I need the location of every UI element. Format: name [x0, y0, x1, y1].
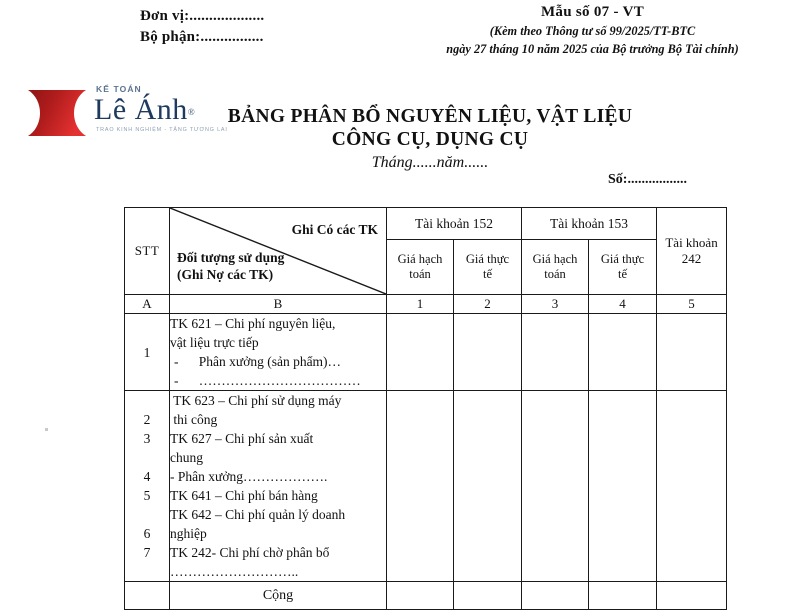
header-debit-accounts [177, 249, 284, 283]
row7-line1: TK 242- Chi phí chờ phân bổ [170, 545, 330, 560]
logo-bowtie-icon [26, 88, 88, 138]
row1-stt: 1 [125, 314, 170, 391]
scan-artifact-dot [45, 428, 48, 431]
allocation-table-wrapper [124, 207, 726, 610]
col-index-4: 4 [589, 295, 657, 314]
col-index-a: A [125, 295, 170, 314]
document-number-label: Số:................. [608, 172, 687, 187]
rows2to7-tk242[interactable] [657, 391, 727, 582]
registered-mark-icon: ® [187, 107, 196, 117]
stt-2: 2 [143, 412, 151, 427]
header-stt: STT [125, 208, 170, 295]
header-tk152-planned-line1: Giá hạch [397, 252, 443, 266]
row7-line2: ……………………….. [170, 564, 299, 579]
total-tk152-actual[interactable] [454, 582, 522, 610]
form-reference-block [400, 4, 785, 57]
total-tk152-planned[interactable] [387, 582, 454, 610]
total-label: Cộng [170, 582, 387, 610]
row3-line2: chung [170, 450, 203, 465]
col-index-2: 2 [454, 295, 522, 314]
header-group-tk242 [657, 208, 727, 295]
header-tk152-planned-price [387, 240, 454, 295]
logo-wordmark [94, 84, 228, 133]
row4-line1: - Phân xưởng………………. [170, 469, 328, 484]
col-index-3: 3 [522, 295, 589, 314]
rows2to7-tk153-planned[interactable] [522, 391, 589, 582]
total-tk242[interactable] [657, 582, 727, 610]
unit-label: Đơn vị:................... [140, 8, 265, 24]
header-tk153-actual-line1: Giá thực [600, 252, 645, 266]
stt-7: 7 [143, 545, 151, 560]
company-logo [26, 84, 228, 142]
period-label: Tháng......năm...... [371, 154, 489, 171]
header-tk153-planned-line1: Giá hạch [532, 252, 578, 266]
header-tk153-actual-price [589, 240, 657, 295]
form-circular-line2: ngày 27 tháng 10 năm 2025 của Bộ trưởng Bộ Tài chính) [446, 42, 739, 56]
table-header-row-groups [125, 208, 727, 240]
logo-name: Lê Ánh [94, 93, 188, 126]
stt-5: 5 [143, 488, 151, 503]
logo-tagline: TRAO KINH NGHIỆM - TẶNG TƯƠNG LAI [96, 127, 228, 133]
table-total-row [125, 582, 727, 610]
total-tk153-planned[interactable] [522, 582, 589, 610]
allocation-table [124, 207, 727, 610]
table-row [125, 314, 727, 391]
header-tk242-line1: Tài khoản [665, 235, 718, 250]
header-tk152-planned-line2: toán [409, 267, 431, 281]
col-index-b: B [170, 295, 387, 314]
header-tk152-actual-line2: tế [482, 267, 493, 281]
header-tk153-actual-line2: tế [618, 267, 628, 281]
page-title-line2: CÔNG CỤ, DỤNG CỤ [331, 129, 529, 150]
page-title-line1: BẢNG PHÂN BỔ NGUYÊN LIỆU, VẬT LIỆU [227, 106, 633, 127]
document-title-block [215, 105, 645, 172]
stt-3: 3 [143, 431, 151, 446]
form-number: Mẫu số 07 - VT [540, 4, 645, 20]
col-index-1: 1 [387, 295, 454, 314]
form-circular-line1: (Kèm theo Thông tư số 99/2025/TT-BTC [489, 24, 696, 38]
row2-line2: thi công [170, 412, 218, 427]
rows2to7-tk152-actual[interactable] [454, 391, 522, 582]
rows2to7-description [170, 391, 387, 582]
row2-line1: TK 623 – Chi phí sử dụng máy [170, 393, 342, 408]
department-label: Bộ phận:................ [140, 29, 264, 45]
row1-bullet2: - ……………………………… [174, 373, 361, 388]
header-debit-line2: (Ghi Nợ các TK) [177, 267, 274, 282]
row1-line1: TK 621 – Chi phí nguyên liệu, [170, 316, 336, 331]
header-debit-line1: Đối tượng sử dụng [177, 250, 285, 265]
header-tk153-planned-price [522, 240, 589, 295]
total-stt [125, 582, 170, 610]
header-credit-accounts: Ghi Có các TK [291, 222, 378, 237]
header-group-tk153: Tài khoản 153 [522, 208, 657, 240]
logo-eyebrow: KẾ TOÁN [96, 84, 142, 94]
header-tk153-planned-line2: toán [544, 267, 566, 281]
stt-4: 4 [143, 469, 151, 484]
unit-header-block [140, 6, 264, 48]
row1-tk152-planned[interactable] [387, 314, 454, 391]
row1-tk152-actual[interactable] [454, 314, 522, 391]
row1-line2: vật liệu trực tiếp [170, 335, 259, 350]
header-group-tk152: Tài khoản 152 [387, 208, 522, 240]
logo-name-wrap [94, 94, 214, 126]
row6-line1: TK 642 – Chi phí quản lý doanh [170, 507, 346, 522]
row1-tk153-actual[interactable] [589, 314, 657, 391]
rows2to7-tk153-actual[interactable] [589, 391, 657, 582]
header-corner-cell [170, 208, 387, 295]
stt-6: 6 [143, 526, 151, 541]
row1-tk242[interactable] [657, 314, 727, 391]
total-tk153-actual[interactable] [589, 582, 657, 610]
header-tk242-line2: 242 [681, 251, 702, 266]
row5-line1: TK 641 – Chi phí bán hàng [170, 488, 318, 503]
row1-bullet1: - Phân xưởng (sản phẩm)… [174, 354, 342, 369]
table-row [125, 391, 727, 582]
rows2to7-stt [125, 391, 170, 582]
row1-tk153-planned[interactable] [522, 314, 589, 391]
table-column-index-row [125, 295, 727, 314]
row6-line2: nghiệp [170, 526, 207, 541]
row1-description [170, 314, 387, 391]
header-tk152-actual-price [454, 240, 522, 295]
row3-line1: TK 627 – Chi phí sản xuất [170, 431, 314, 446]
col-index-5: 5 [657, 295, 727, 314]
rows2to7-tk152-planned[interactable] [387, 391, 454, 582]
header-tk152-actual-line1: Giá thực [465, 252, 510, 266]
